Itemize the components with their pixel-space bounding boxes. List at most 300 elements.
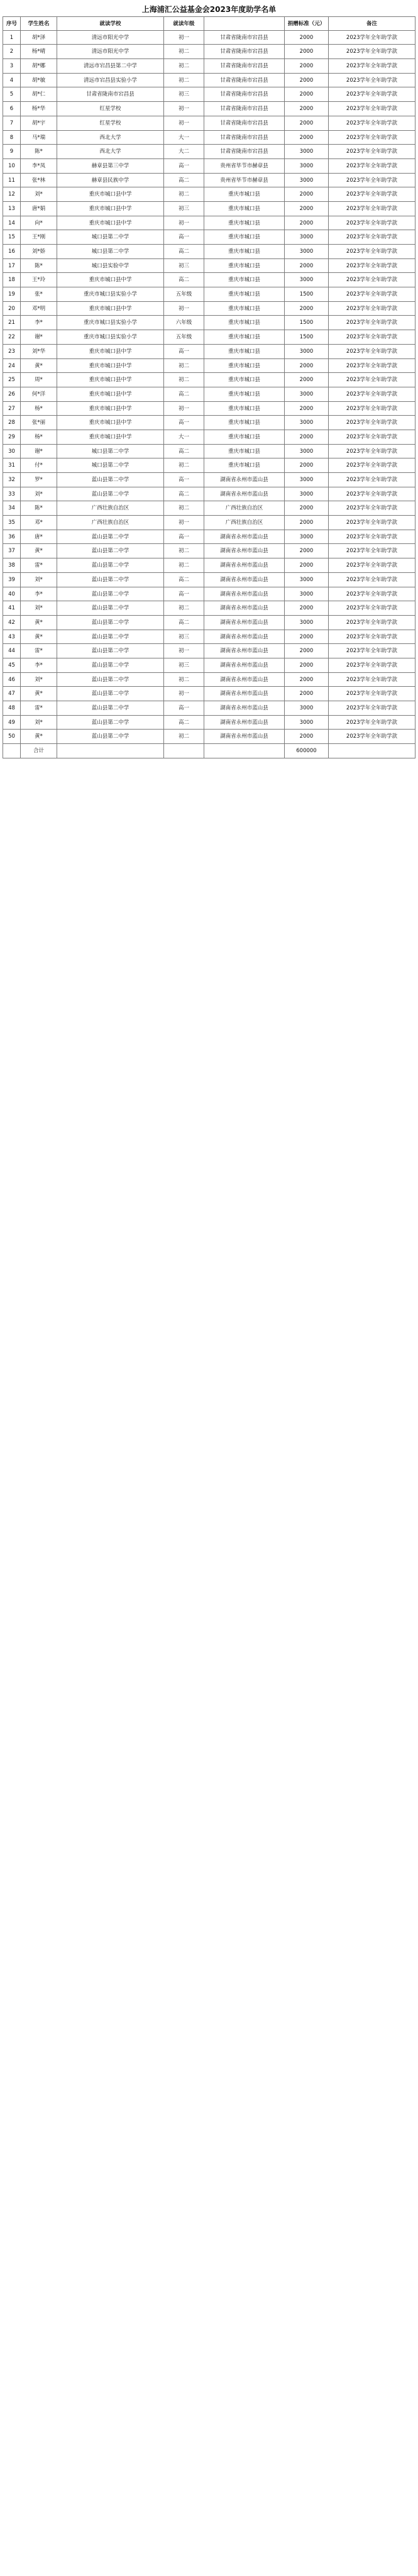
cell-school: 清远市阳光中学 bbox=[57, 45, 163, 58]
table-row bbox=[3, 730, 415, 744]
cell-index: 9 bbox=[3, 145, 20, 158]
cell-school: 蓝山县第二中学 bbox=[57, 616, 163, 630]
cell-school: 广西壮族自治区 bbox=[57, 501, 163, 515]
footer-blank bbox=[3, 744, 20, 758]
cell-school: 重庆市城口县中学 bbox=[57, 273, 163, 287]
cell-grade: 六年级 bbox=[163, 316, 204, 330]
cell-student-name: 邓* bbox=[20, 516, 57, 530]
cell-grade: 初二 bbox=[163, 59, 204, 73]
cell-school: 重庆市城口县中学 bbox=[57, 430, 163, 444]
cell-student-name: 陈* bbox=[20, 145, 57, 158]
cell-amount: 1500 bbox=[284, 330, 328, 344]
cell-grade: 初三 bbox=[163, 202, 204, 216]
cell-index: 24 bbox=[3, 359, 20, 373]
cell-amount: 2000 bbox=[284, 87, 328, 101]
cell-region: 湖南省永州市蓝山县 bbox=[204, 544, 284, 558]
cell-student-name: 陈* bbox=[20, 259, 57, 273]
cell-region: 重庆市城口县 bbox=[204, 373, 284, 387]
cell-amount: 2000 bbox=[284, 74, 328, 87]
cell-school: 重庆市城口县中学 bbox=[57, 216, 163, 230]
cell-amount: 2000 bbox=[284, 59, 328, 73]
cell-school: 蓝山县第二中学 bbox=[57, 687, 163, 701]
cell-remark: 2023学年全年助学款 bbox=[328, 230, 415, 244]
table-row bbox=[3, 687, 415, 701]
cell-amount: 2000 bbox=[284, 644, 328, 658]
cell-grade: 初一 bbox=[163, 687, 204, 701]
cell-school: 蓝山县第二中学 bbox=[57, 544, 163, 558]
page-title: 上海浦汇公益基金会2023年度助学名单 bbox=[141, 5, 277, 14]
cell-amount: 3000 bbox=[284, 573, 328, 587]
cell-index: 6 bbox=[3, 102, 20, 116]
cell-school: 蓝山县第二中学 bbox=[57, 701, 163, 715]
cell-region: 重庆市城口县 bbox=[204, 287, 284, 301]
cell-remark: 2023学年全年助学款 bbox=[328, 387, 415, 401]
cell-remark: 2023学年全年助学款 bbox=[328, 402, 415, 416]
cell-school: 城口县第二中学 bbox=[57, 458, 163, 472]
cell-student-name: 谢* bbox=[20, 445, 57, 458]
cell-amount: 2000 bbox=[284, 430, 328, 444]
table-row bbox=[3, 673, 415, 687]
cell-region: 重庆市城口县 bbox=[204, 345, 284, 358]
cell-index: 41 bbox=[3, 601, 20, 615]
footer-blank bbox=[163, 744, 204, 758]
cell-grade: 高一 bbox=[163, 530, 204, 544]
cell-remark: 2023学年全年助学款 bbox=[328, 458, 415, 472]
cell-index: 47 bbox=[3, 687, 20, 701]
cell-grade: 高一 bbox=[163, 701, 204, 715]
cell-index: 44 bbox=[3, 644, 20, 658]
cell-school: 蓝山县第二中学 bbox=[57, 601, 163, 615]
cell-amount: 2000 bbox=[284, 402, 328, 416]
cell-school: 清远市阳光中学 bbox=[57, 31, 163, 45]
cell-remark: 2023学年全年助学款 bbox=[328, 701, 415, 715]
cell-grade: 初二 bbox=[163, 673, 204, 687]
table-body bbox=[3, 31, 415, 744]
cell-grade: 初二 bbox=[163, 501, 204, 515]
cell-amount: 2000 bbox=[284, 673, 328, 687]
cell-region: 湖南省永州市蓝山县 bbox=[204, 558, 284, 572]
table-row bbox=[3, 458, 415, 473]
table-row bbox=[3, 445, 415, 459]
cell-region: 湖南省永州市蓝山县 bbox=[204, 630, 284, 644]
table-row bbox=[3, 259, 415, 274]
cell-grade: 高一 bbox=[163, 587, 204, 601]
cell-index: 22 bbox=[3, 330, 20, 344]
table-row bbox=[3, 402, 415, 416]
cell-region: 湖南省永州市蓝山县 bbox=[204, 573, 284, 587]
cell-school: 城口县实验中学 bbox=[57, 259, 163, 273]
cell-index: 1 bbox=[3, 31, 20, 45]
cell-remark: 2023学年全年助学款 bbox=[328, 601, 415, 615]
cell-student-name: 刘* bbox=[20, 601, 57, 615]
cell-amount: 2000 bbox=[284, 658, 328, 672]
cell-school: 清远市宕昌县第二中学 bbox=[57, 59, 163, 73]
cell-school: 蓝山县第二中学 bbox=[57, 573, 163, 587]
table-row bbox=[3, 230, 415, 245]
cell-amount: 2000 bbox=[284, 516, 328, 530]
cell-region: 甘肃省陇南市宕昌县 bbox=[204, 87, 284, 101]
table-row bbox=[3, 558, 415, 573]
cell-student-name: 李* bbox=[20, 316, 57, 330]
cell-student-name: 黄* bbox=[20, 616, 57, 630]
table-row bbox=[3, 59, 415, 74]
cell-grade: 高二 bbox=[163, 273, 204, 287]
table-row bbox=[3, 245, 415, 259]
cell-student-name: 刘*华 bbox=[20, 345, 57, 358]
cell-student-name: 李*凤 bbox=[20, 159, 57, 173]
table-row bbox=[3, 601, 415, 616]
table-row bbox=[3, 174, 415, 188]
cell-index: 23 bbox=[3, 345, 20, 358]
cell-region: 甘肃省陇南市宕昌县 bbox=[204, 59, 284, 73]
cell-region: 重庆市城口县 bbox=[204, 245, 284, 258]
cell-amount: 2000 bbox=[284, 687, 328, 701]
cell-region: 甘肃省陇南市宕昌县 bbox=[204, 31, 284, 45]
cell-index: 35 bbox=[3, 516, 20, 530]
table-row bbox=[3, 74, 415, 88]
footer-blank bbox=[57, 744, 163, 758]
table-row bbox=[3, 487, 415, 502]
cell-student-name: 付* bbox=[20, 458, 57, 472]
cell-grade: 初二 bbox=[163, 373, 204, 387]
cell-student-name: 马*瑞 bbox=[20, 131, 57, 145]
cell-remark: 2023学年全年助学款 bbox=[328, 216, 415, 230]
cell-grade: 初二 bbox=[163, 601, 204, 615]
cell-student-name: 杨*华 bbox=[20, 102, 57, 116]
table-row bbox=[3, 302, 415, 316]
cell-school: 城口县第二中学 bbox=[57, 230, 163, 244]
cell-remark: 2023学年全年助学款 bbox=[328, 31, 415, 45]
cell-region: 甘肃省陇南市宕昌县 bbox=[204, 116, 284, 130]
cell-grade: 五年级 bbox=[163, 330, 204, 344]
cell-amount: 1500 bbox=[284, 316, 328, 330]
cell-region: 广西壮族自治区 bbox=[204, 501, 284, 515]
cell-school: 重庆市城口县实验小学 bbox=[57, 287, 163, 301]
cell-remark: 2023学年全年助学款 bbox=[328, 473, 415, 487]
cell-index: 36 bbox=[3, 530, 20, 544]
cell-school: 重庆市城口县中学 bbox=[57, 202, 163, 216]
cell-grade: 初三 bbox=[163, 630, 204, 644]
cell-student-name: 向* bbox=[20, 216, 57, 230]
cell-region: 重庆市城口县 bbox=[204, 230, 284, 244]
cell-student-name: 雷* bbox=[20, 701, 57, 715]
cell-index: 33 bbox=[3, 487, 20, 501]
cell-student-name: 李* bbox=[20, 658, 57, 672]
cell-remark: 2023学年全年助学款 bbox=[328, 373, 415, 387]
cell-student-name: 刘* bbox=[20, 673, 57, 687]
table-row bbox=[3, 102, 415, 116]
cell-remark: 2023学年全年助学款 bbox=[328, 302, 415, 316]
table-row bbox=[3, 330, 415, 345]
cell-grade: 初一 bbox=[163, 402, 204, 416]
cell-grade: 初二 bbox=[163, 558, 204, 572]
table-row bbox=[3, 658, 415, 673]
cell-student-name: 张*林 bbox=[20, 174, 57, 187]
table-row bbox=[3, 159, 415, 174]
cell-school: 重庆市城口县中学 bbox=[57, 387, 163, 401]
cell-index: 49 bbox=[3, 716, 20, 730]
cell-student-name: 黄* bbox=[20, 630, 57, 644]
cell-index: 7 bbox=[3, 116, 20, 130]
cell-remark: 2023学年全年助学款 bbox=[328, 673, 415, 687]
cell-remark: 2023学年全年助学款 bbox=[328, 530, 415, 544]
footer-label: 合计 bbox=[20, 744, 57, 758]
cell-student-name: 陈* bbox=[20, 501, 57, 515]
cell-remark: 2023学年全年助学款 bbox=[328, 430, 415, 444]
table-row bbox=[3, 587, 415, 602]
cell-school: 蓝山县第二中学 bbox=[57, 530, 163, 544]
cell-index: 8 bbox=[3, 131, 20, 145]
cell-remark: 2023学年全年助学款 bbox=[328, 131, 415, 145]
cell-student-name: 胡*宇 bbox=[20, 116, 57, 130]
cell-amount: 3000 bbox=[284, 273, 328, 287]
cell-index: 43 bbox=[3, 630, 20, 644]
table-row bbox=[3, 87, 415, 102]
cell-amount: 3000 bbox=[284, 145, 328, 158]
cell-school: 红星学校 bbox=[57, 102, 163, 116]
cell-index: 16 bbox=[3, 245, 20, 258]
cell-amount: 2000 bbox=[284, 202, 328, 216]
table-row bbox=[3, 630, 415, 645]
cell-grade: 大一 bbox=[163, 131, 204, 145]
cell-remark: 2023学年全年助学款 bbox=[328, 345, 415, 358]
cell-remark: 2023学年全年助学款 bbox=[328, 145, 415, 158]
table-header-row bbox=[3, 16, 415, 31]
table-row bbox=[3, 387, 415, 402]
cell-student-name: 何*洋 bbox=[20, 387, 57, 401]
cell-amount: 3000 bbox=[284, 245, 328, 258]
cell-index: 21 bbox=[3, 316, 20, 330]
cell-school: 蓝山县第二中学 bbox=[57, 730, 163, 743]
cell-school: 重庆市城口县实验小学 bbox=[57, 316, 163, 330]
cell-school: 重庆市城口县实验小学 bbox=[57, 330, 163, 344]
cell-region: 甘肃省陇南市宕昌县 bbox=[204, 131, 284, 145]
cell-amount: 2000 bbox=[284, 730, 328, 743]
footer-total: 600000 bbox=[284, 744, 328, 758]
cell-region: 重庆市城口县 bbox=[204, 430, 284, 444]
table-row bbox=[3, 216, 415, 231]
table-footer-row bbox=[3, 744, 415, 758]
cell-amount: 3000 bbox=[284, 473, 328, 487]
cell-index: 5 bbox=[3, 87, 20, 101]
cell-region: 重庆市城口县 bbox=[204, 187, 284, 201]
cell-student-name: 唐*娟 bbox=[20, 202, 57, 216]
cell-student-name: 刘* bbox=[20, 187, 57, 201]
table-row bbox=[3, 516, 415, 530]
table-row bbox=[3, 202, 415, 216]
cell-amount: 3000 bbox=[284, 230, 328, 244]
cell-remark: 2023学年全年助学款 bbox=[328, 516, 415, 530]
cell-school: 蓝山县第二中学 bbox=[57, 658, 163, 672]
donation-table bbox=[3, 16, 415, 758]
table-row bbox=[3, 145, 415, 159]
cell-student-name: 黄* bbox=[20, 730, 57, 743]
table-row bbox=[3, 716, 415, 730]
cell-amount: 3000 bbox=[284, 616, 328, 630]
cell-student-name: 雷* bbox=[20, 644, 57, 658]
cell-region: 湖南省永州市蓝山县 bbox=[204, 487, 284, 501]
cell-grade: 初二 bbox=[163, 187, 204, 201]
cell-grade: 高二 bbox=[163, 245, 204, 258]
cell-school: 蓝山县第二中学 bbox=[57, 644, 163, 658]
cell-remark: 2023学年全年助学款 bbox=[328, 245, 415, 258]
table-row bbox=[3, 616, 415, 630]
cell-grade: 初二 bbox=[163, 359, 204, 373]
cell-remark: 2023学年全年助学款 bbox=[328, 687, 415, 701]
cell-region: 湖南省永州市蓝山县 bbox=[204, 601, 284, 615]
cell-region: 甘肃省陇南市宕昌县 bbox=[204, 45, 284, 58]
cell-grade: 初一 bbox=[163, 516, 204, 530]
cell-index: 32 bbox=[3, 473, 20, 487]
cell-amount: 2000 bbox=[284, 601, 328, 615]
cell-remark: 2023学年全年助学款 bbox=[328, 587, 415, 601]
cell-school: 西北大学 bbox=[57, 145, 163, 158]
cell-school: 蓝山县第二中学 bbox=[57, 673, 163, 687]
cell-grade: 初一 bbox=[163, 31, 204, 45]
cell-region: 重庆市城口县 bbox=[204, 359, 284, 373]
cell-grade: 高二 bbox=[163, 716, 204, 730]
cell-student-name: 杨*晴 bbox=[20, 45, 57, 58]
cell-index: 13 bbox=[3, 202, 20, 216]
cell-school: 赫章县第三中学 bbox=[57, 159, 163, 173]
cell-amount: 3000 bbox=[284, 701, 328, 715]
cell-index: 29 bbox=[3, 430, 20, 444]
cell-remark: 2023学年全年助学款 bbox=[328, 287, 415, 301]
cell-remark: 2023学年全年助学款 bbox=[328, 174, 415, 187]
cell-school: 重庆市城口县中学 bbox=[57, 345, 163, 358]
cell-student-name: 胡*泽 bbox=[20, 31, 57, 45]
cell-index: 28 bbox=[3, 416, 20, 430]
table-row bbox=[3, 45, 415, 59]
cell-grade: 五年级 bbox=[163, 287, 204, 301]
cell-remark: 2023学年全年助学款 bbox=[328, 730, 415, 743]
cell-region: 重庆市城口县 bbox=[204, 458, 284, 472]
cell-student-name: 刘*娇 bbox=[20, 245, 57, 258]
cell-amount: 2000 bbox=[284, 458, 328, 472]
cell-amount: 3000 bbox=[284, 530, 328, 544]
cell-amount: 2000 bbox=[284, 359, 328, 373]
table-row bbox=[3, 345, 415, 359]
cell-region: 湖南省永州市蓝山县 bbox=[204, 701, 284, 715]
cell-amount: 2000 bbox=[284, 187, 328, 201]
cell-grade: 高一 bbox=[163, 416, 204, 430]
cell-grade: 高二 bbox=[163, 445, 204, 458]
cell-amount: 3000 bbox=[284, 445, 328, 458]
cell-grade: 高一 bbox=[163, 159, 204, 173]
cell-region: 湖南省永州市蓝山县 bbox=[204, 716, 284, 730]
cell-student-name: 王*玲 bbox=[20, 273, 57, 287]
cell-amount: 3000 bbox=[284, 416, 328, 430]
cell-region: 重庆市城口县 bbox=[204, 259, 284, 273]
cell-index: 31 bbox=[3, 458, 20, 472]
cell-remark: 2023学年全年助学款 bbox=[328, 416, 415, 430]
cell-remark: 2023学年全年助学款 bbox=[328, 544, 415, 558]
table-row bbox=[3, 316, 415, 330]
cell-remark: 2023学年全年助学款 bbox=[328, 159, 415, 173]
table-row bbox=[3, 573, 415, 587]
cell-student-name: 邓*明 bbox=[20, 302, 57, 316]
cell-grade: 初一 bbox=[163, 102, 204, 116]
cell-grade: 大一 bbox=[163, 430, 204, 444]
cell-region: 湖南省永州市蓝山县 bbox=[204, 644, 284, 658]
table-row bbox=[3, 273, 415, 287]
cell-index: 42 bbox=[3, 616, 20, 630]
cell-school: 蓝山县第二中学 bbox=[57, 630, 163, 644]
cell-amount: 2000 bbox=[284, 216, 328, 230]
cell-student-name: 李* bbox=[20, 587, 57, 601]
cell-index: 12 bbox=[3, 187, 20, 201]
cell-grade: 初二 bbox=[163, 458, 204, 472]
cell-remark: 2023学年全年助学款 bbox=[328, 102, 415, 116]
cell-region: 重庆市城口县 bbox=[204, 302, 284, 316]
cell-index: 10 bbox=[3, 159, 20, 173]
cell-amount: 3000 bbox=[284, 159, 328, 173]
cell-region: 湖南省永州市蓝山县 bbox=[204, 530, 284, 544]
table-row bbox=[3, 373, 415, 387]
cell-school: 西北大学 bbox=[57, 131, 163, 145]
cell-student-name: 张* bbox=[20, 287, 57, 301]
cell-amount: 2000 bbox=[284, 102, 328, 116]
cell-remark: 2023学年全年助学款 bbox=[328, 87, 415, 101]
cell-student-name: 谢* bbox=[20, 330, 57, 344]
table-row bbox=[3, 473, 415, 487]
cell-grade: 初三 bbox=[163, 259, 204, 273]
cell-student-name: 刘* bbox=[20, 573, 57, 587]
cell-grade: 初二 bbox=[163, 544, 204, 558]
cell-amount: 2000 bbox=[284, 558, 328, 572]
cell-index: 26 bbox=[3, 387, 20, 401]
cell-region: 湖南省永州市蓝山县 bbox=[204, 473, 284, 487]
cell-amount: 2000 bbox=[284, 302, 328, 316]
cell-amount: 2000 bbox=[284, 501, 328, 515]
cell-grade: 初三 bbox=[163, 658, 204, 672]
cell-remark: 2023学年全年助学款 bbox=[328, 558, 415, 572]
cell-index: 27 bbox=[3, 402, 20, 416]
cell-student-name: 胡*敏 bbox=[20, 74, 57, 87]
cell-amount: 3000 bbox=[284, 345, 328, 358]
table-row bbox=[3, 116, 415, 131]
col-header-name: 学生姓名 bbox=[20, 17, 57, 30]
cell-school: 重庆市城口县中学 bbox=[57, 373, 163, 387]
cell-school: 重庆市城口县中学 bbox=[57, 359, 163, 373]
cell-student-name: 雷* bbox=[20, 558, 57, 572]
cell-index: 48 bbox=[3, 701, 20, 715]
cell-student-name: 胡*仁 bbox=[20, 87, 57, 101]
cell-index: 17 bbox=[3, 259, 20, 273]
cell-index: 19 bbox=[3, 287, 20, 301]
cell-amount: 2000 bbox=[284, 31, 328, 45]
cell-grade: 初一 bbox=[163, 644, 204, 658]
cell-index: 20 bbox=[3, 302, 20, 316]
cell-school: 红星学校 bbox=[57, 116, 163, 130]
cell-remark: 2023学年全年助学款 bbox=[328, 644, 415, 658]
cell-school: 重庆市城口县中学 bbox=[57, 402, 163, 416]
cell-student-name: 周* bbox=[20, 373, 57, 387]
cell-amount: 3000 bbox=[284, 716, 328, 730]
cell-amount: 2000 bbox=[284, 544, 328, 558]
cell-region: 湖南省永州市蓝山县 bbox=[204, 673, 284, 687]
cell-region: 重庆市城口县 bbox=[204, 316, 284, 330]
cell-student-name: 罗* bbox=[20, 473, 57, 487]
cell-amount: 3000 bbox=[284, 174, 328, 187]
cell-grade: 高二 bbox=[163, 387, 204, 401]
cell-student-name: 唐* bbox=[20, 530, 57, 544]
cell-student-name: 张*丽 bbox=[20, 416, 57, 430]
cell-amount: 2000 bbox=[284, 630, 328, 644]
cell-grade: 初一 bbox=[163, 302, 204, 316]
cell-school: 重庆市城口县中学 bbox=[57, 416, 163, 430]
cell-region: 广西壮族自治区 bbox=[204, 516, 284, 530]
